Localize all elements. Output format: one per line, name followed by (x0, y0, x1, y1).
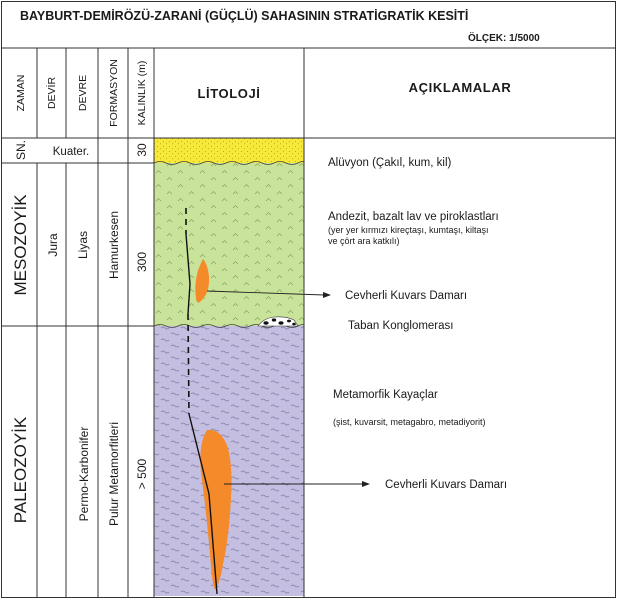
devre-mesozoic: Liyas (76, 230, 90, 260)
zaman-quaternary: SN. (14, 139, 28, 161)
kalinlik-paleozoic: > 500 (135, 458, 149, 490)
desc-andesite-title: Andezit, bazalt lav ve piroklastları (328, 211, 499, 223)
formasyon-paleozoic: Pulur Metamorfitleri (107, 421, 121, 527)
header-zaman: ZAMAN (15, 74, 27, 112)
alluvium-layer (154, 138, 304, 163)
header-devir: DEVİR (46, 76, 58, 110)
label-conglomerate: Taban Konglomerası (348, 320, 454, 332)
kalinlik-mesozoic: 300 (135, 251, 149, 273)
header-devre: DEVRE (77, 74, 89, 112)
header-litoloji: LİTOLOJİ (197, 86, 261, 101)
devir-paleozoic: Permo-Karbonifer (77, 426, 91, 522)
header-aciklamalar: AÇIKLAMALAR (408, 80, 512, 95)
formasyon-mesozoic: Hamurkesen (107, 210, 121, 280)
scale-label: ÖLÇEK: 1/5000 (468, 33, 540, 44)
devir-mesozoic: Jura (46, 233, 60, 257)
devir-quaternary: Kuater. (52, 146, 90, 158)
label-vein-lower: Cevherli Kuvars Damarı (385, 479, 508, 491)
desc-andesite-line2: ve çört ara katkılı) (328, 236, 400, 246)
section-title: BAYBURT-DEMİRÖZÜ-ZARANİ (GÜÇLÜ) SAHASININ STRATİGRATİK KESİTİ (20, 9, 469, 23)
desc-andesite-line1: (yer yer kırmızı kireçtaşı, kumtaşı, kiltaşı (328, 225, 489, 235)
table-grid (2, 2, 616, 598)
label-vein-upper: Cevherli Kuvars Damarı (345, 290, 468, 302)
header-kalinlik: KALINLIK (m) (136, 60, 148, 126)
zaman-paleozoic: PALEOZOYİK (11, 416, 30, 524)
desc-metamorphic-sub: (şist, kuvarsit, metagabro, metadiyorit) (333, 417, 486, 427)
desc-metamorphic-title: Metamorfik Kayaçlar (333, 389, 438, 401)
zaman-mesozoic: MESOZOYİK (11, 194, 30, 296)
kalinlik-quaternary: 30 (135, 143, 149, 157)
andesite-layer (154, 163, 304, 326)
desc-alluvium: Alüvyon (Çakıl, kum, kil) (328, 157, 452, 169)
header-formasyon: FORMASYON (108, 59, 120, 127)
